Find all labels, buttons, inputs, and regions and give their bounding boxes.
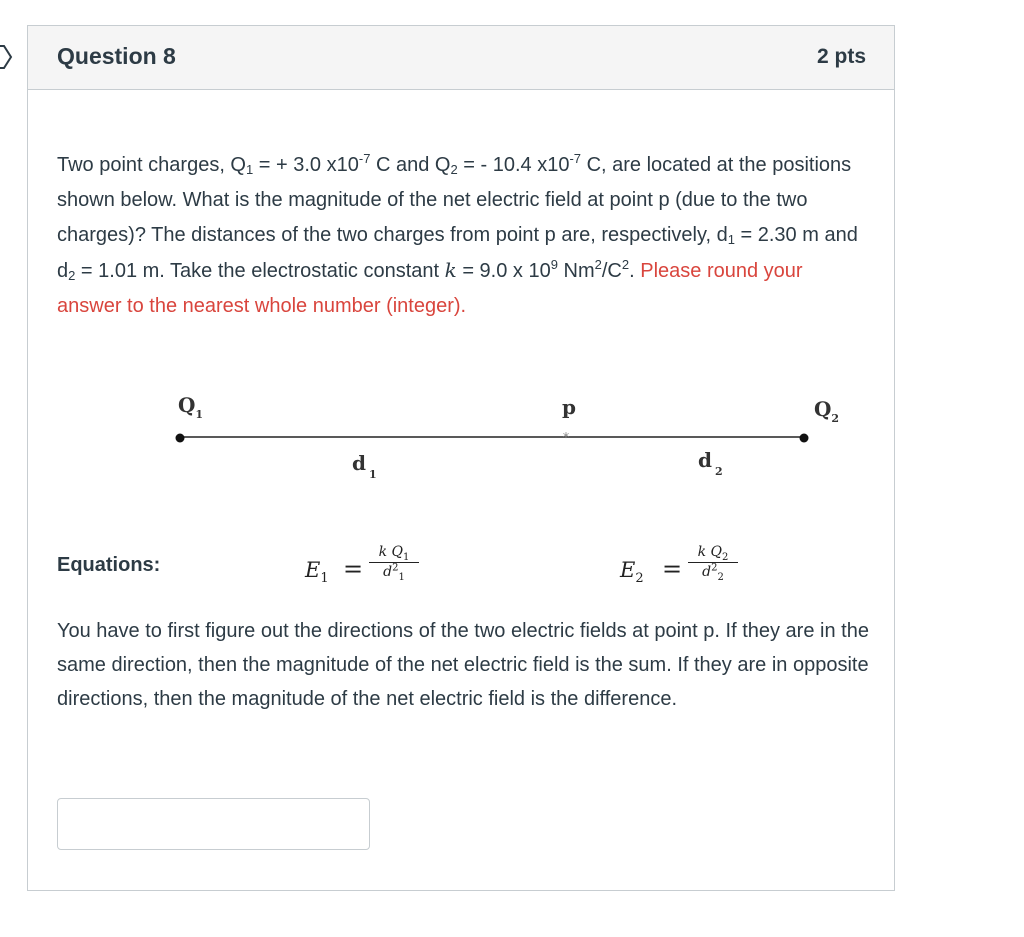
equations-label: Equations:	[57, 554, 161, 576]
question-points: 2 pts	[816, 45, 866, 68]
rounding-instruction: Please round your answer to the nearest whole number (integer).	[57, 260, 803, 317]
q1-label: $Q_1$	[178, 393, 204, 421]
question-header	[28, 26, 894, 90]
answer-input[interactable]	[57, 798, 370, 850]
d2-label: d $_2$	[698, 448, 723, 478]
question-text: Two point charges, $Q_1$ = + 3.0 $x10^{-7}$ C and $Q_2$ = - 10.4 $x10^{-7}$ C, are located at the positions shown below. What is the magnitude of the net electric field at point p (due to the two charges)? The distances of the two charges from point p are, respectively, $d_1 = 2.30$ m and $d_2 = 1.01$ m. Take the electrostatic constant k = 9.0 x $10^9$ $Nm^2/C^2$. Please round your answer to the nearest whole number (integer).	[57, 151, 858, 317]
q2-label: $Q_2$	[814, 397, 840, 425]
question-card: Question 8 2 pts Two point charges, $Q_1$ = + 3.0 $x10^{-7}$ C and $Q_2$ = - 10.4 $x10^{-7}$ C, are located at the positions shown below. What is the magnitude of the net electric field at point p (due to the two charges)? The distances of the two charges from point p are, respectively, $d_1 = 2.30$ m and $d_2 = 1.01$ m. Take the electrostatic constant k = 9.0 x $10^9$ $Nm^2/C^2$. Please round your answer to the nearest whole number (integer). * $Q_1$ p $Q_2$ d $_1$ d $_2$ Equations: $E_1$ = $\frac{k Q_1}{d^2_1}$ $E_2$ = $\frac{k Q_2}{d^2_2}$ You have to first figure out the directions of the two electric fields at point p. If they are in the same direction, then the magnitude of the net electric field is the sum. If they are in opposite directions, then the magnitude of the net electric field is the difference.	[27, 25, 895, 891]
q1-charge-dot	[176, 434, 185, 443]
charge-diagram	[168, 366, 840, 496]
constant-k: k	[444, 258, 457, 282]
question-title: Question 8	[57, 43, 176, 69]
point-p-marker: *	[562, 431, 570, 446]
d1-label: d $_1$	[352, 451, 377, 481]
hint-text: You have to first figure out the directions of the two electric fields at point p. If they are in the same direction, then the magnitude of the net electric field is the sum. If they are in opposite directions, then the magnitude of the net electric field is the difference.	[57, 620, 869, 710]
p-label: p	[562, 395, 576, 419]
q2-charge-dot	[800, 434, 809, 443]
question-flag-icon[interactable]	[0, 44, 14, 70]
